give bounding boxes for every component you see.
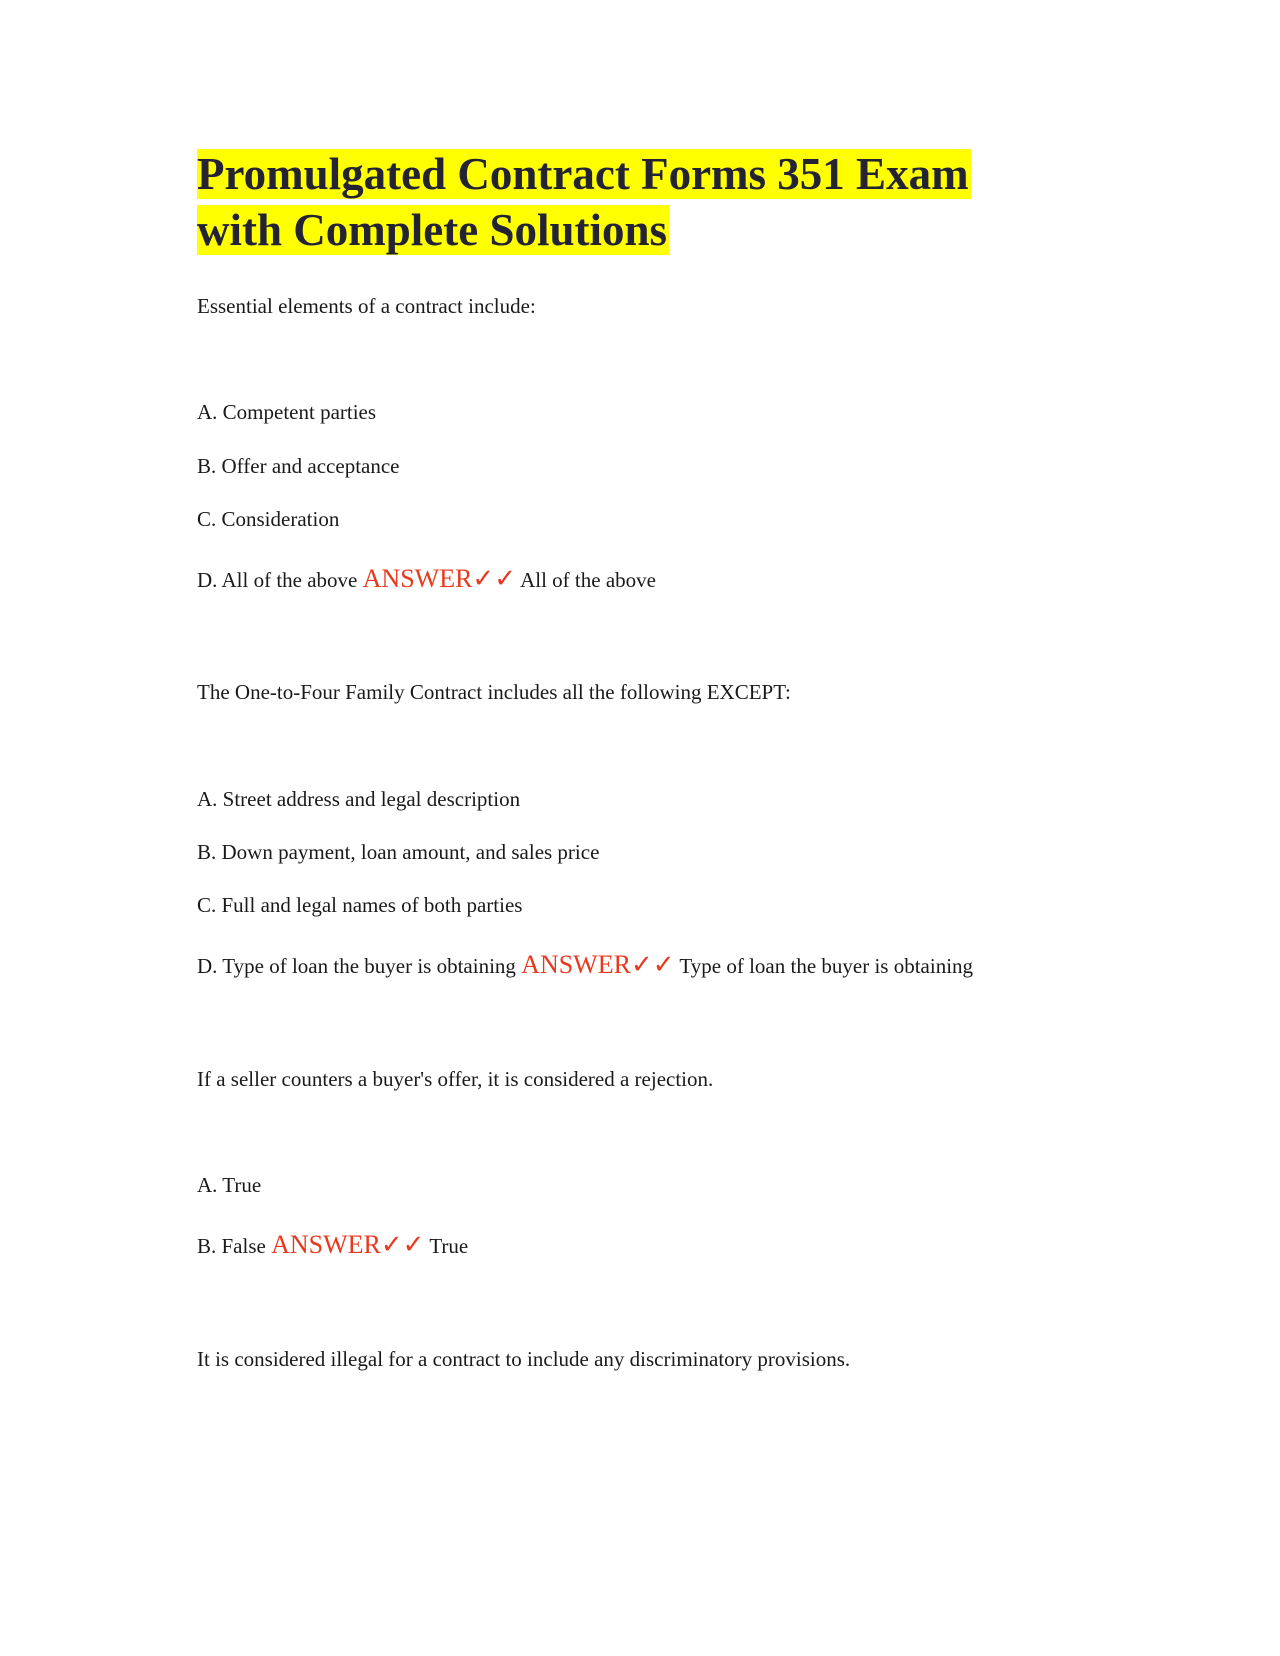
- answer-text: True: [429, 1234, 469, 1258]
- title-line-2: with Complete Solutions: [197, 205, 668, 255]
- question-4-prompt: It is considered illegal for a contract to include any discriminatory provisions.: [197, 1347, 851, 1371]
- question-1-option-d: [197, 566, 656, 593]
- answer-tag: ANSWER✓✓: [271, 1230, 425, 1259]
- option-text: D. All of the above: [197, 568, 358, 592]
- question-3-option-a: A. True: [197, 1173, 262, 1197]
- title-line-1: Promulgated Contract Forms 351 Exam: [197, 149, 969, 199]
- option-text: D. Type of loan the buyer is obtaining: [197, 954, 516, 978]
- question-1-option-a: A. Competent parties: [197, 400, 377, 424]
- question-3-option-b: [197, 1232, 468, 1259]
- question-1-prompt: Essential elements of a contract include:: [197, 294, 536, 318]
- option-text: B. False: [197, 1234, 266, 1258]
- question-1-option-c: C. Consideration: [197, 507, 340, 531]
- question-2-option-c: C. Full and legal names of both parties: [197, 893, 523, 917]
- question-2-option-a: A. Street address and legal description: [197, 787, 521, 811]
- question-2-option-b: B. Down payment, loan amount, and sales price: [197, 840, 600, 864]
- answer-tag: ANSWER✓✓: [521, 950, 675, 979]
- question-2-prompt: The One-to-Four Family Contract includes all the following EXCEPT:: [197, 680, 791, 704]
- question-3-prompt: If a seller counters a buyer's offer, it is considered a rejection.: [197, 1067, 714, 1091]
- answer-text: All of the above: [520, 568, 656, 592]
- answer-text: Type of loan the buyer is obtaining: [679, 954, 974, 978]
- question-2-option-d: [197, 952, 973, 979]
- answer-tag: ANSWER✓✓: [362, 564, 516, 593]
- document-title: [197, 146, 971, 258]
- question-1-option-b: B. Offer and acceptance: [197, 454, 400, 478]
